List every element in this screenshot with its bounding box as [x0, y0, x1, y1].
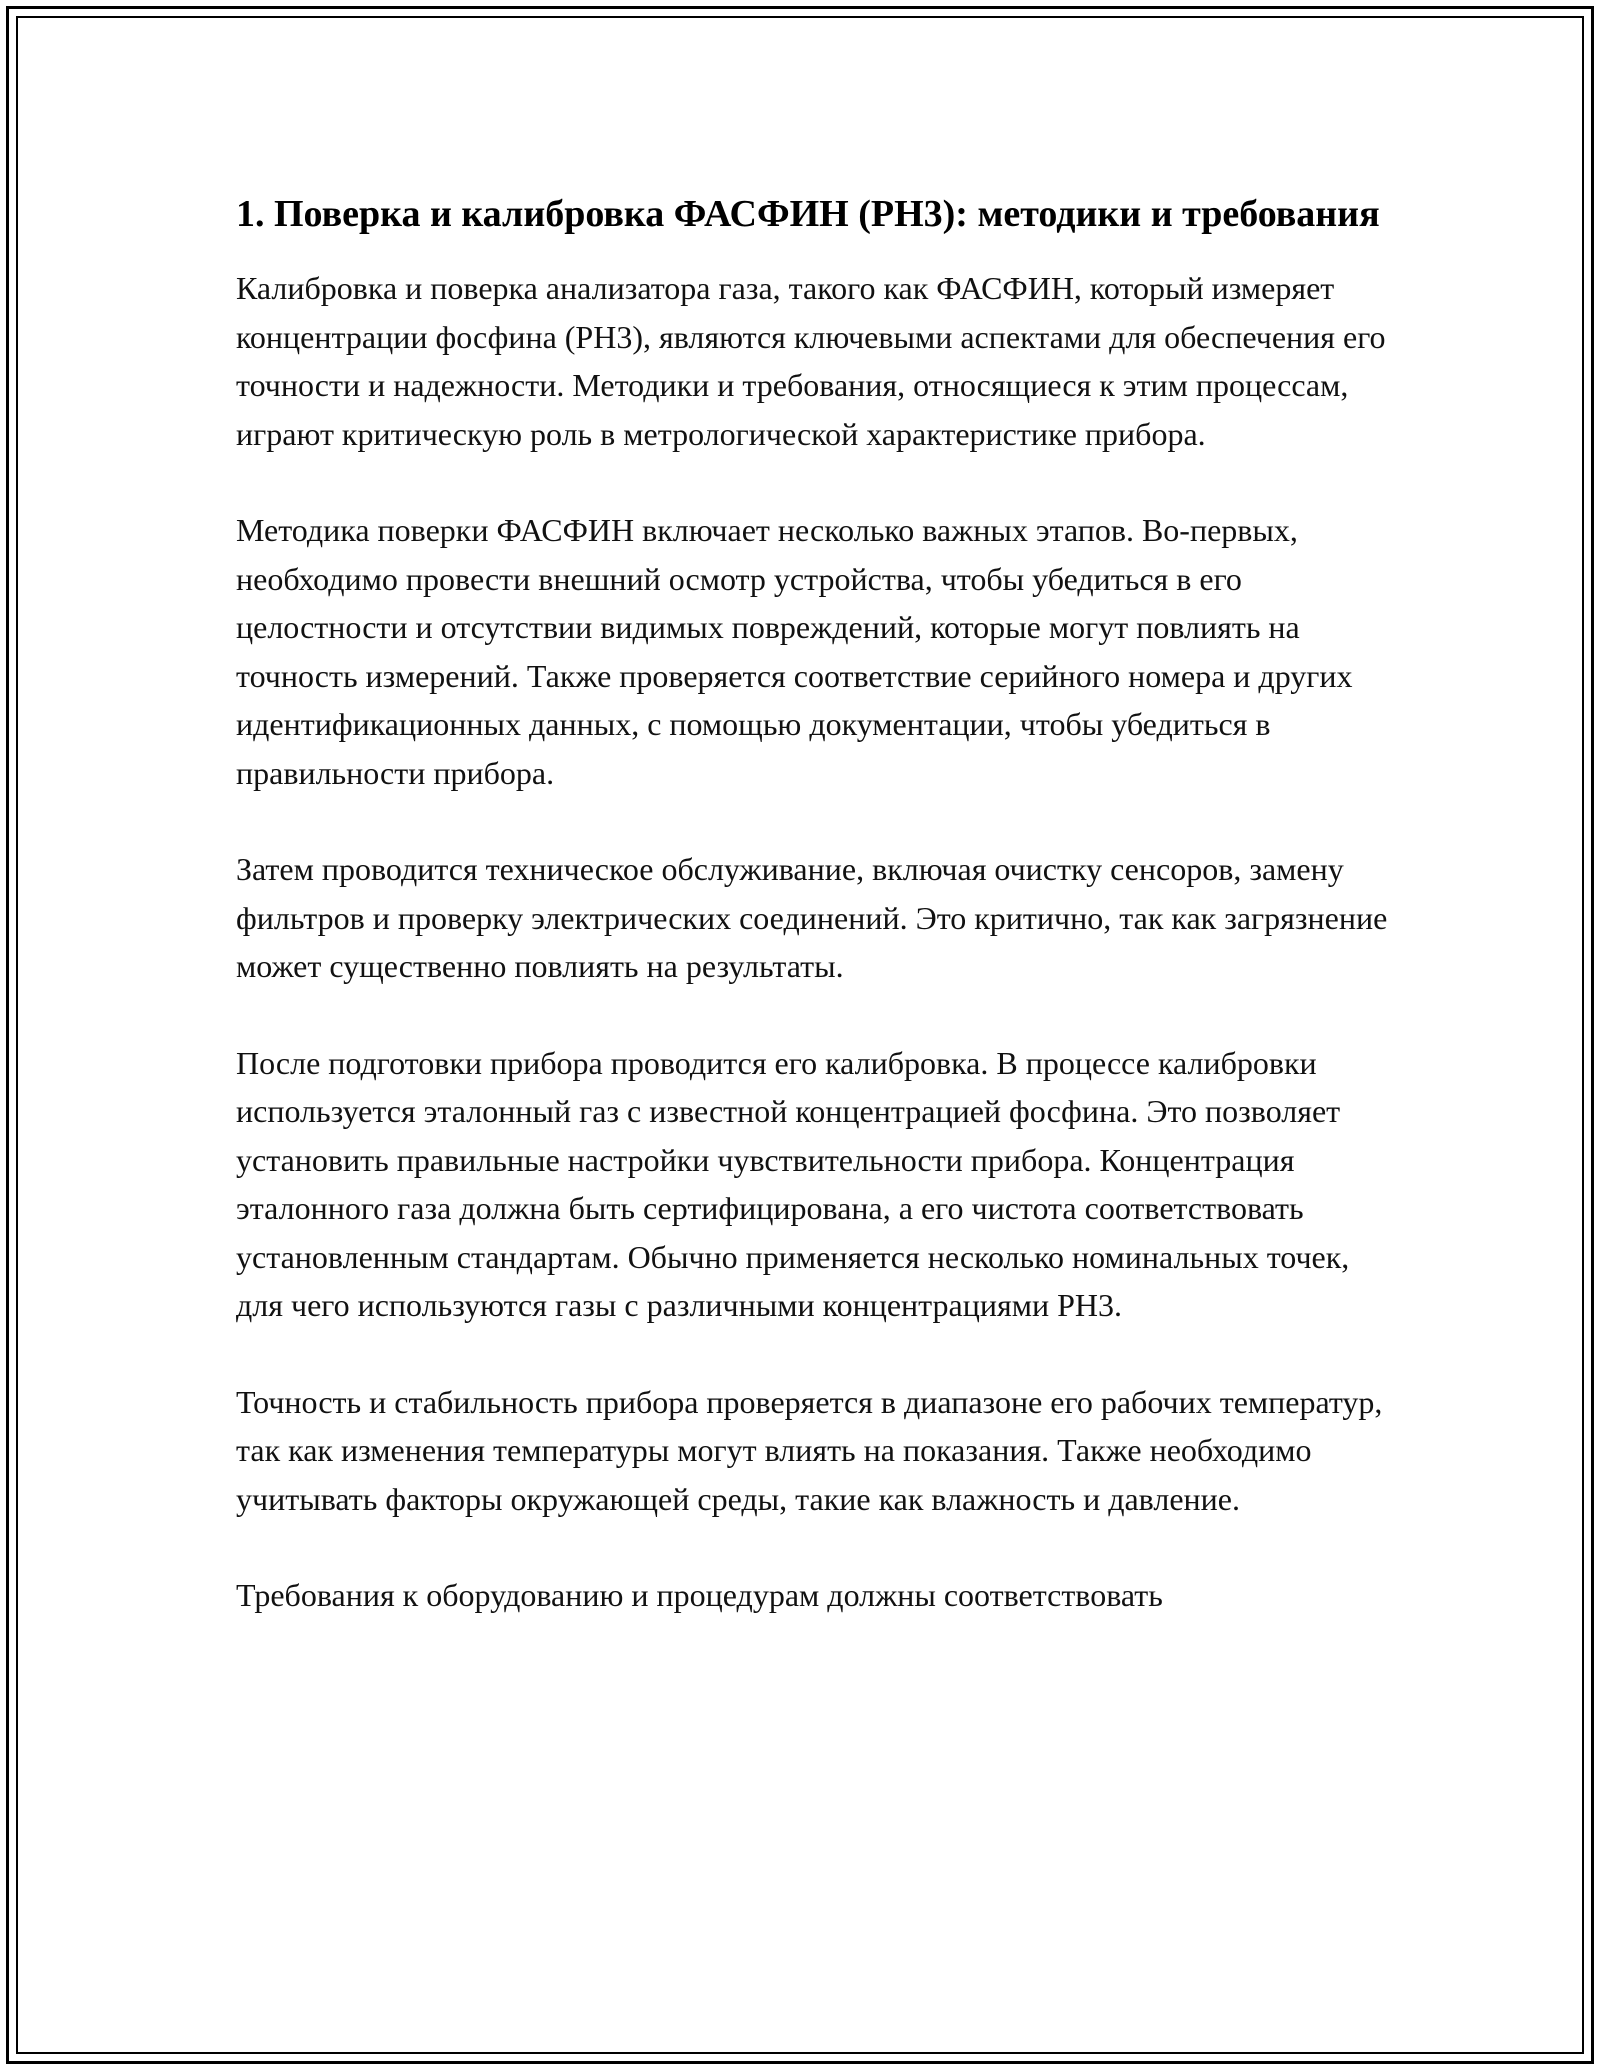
paragraph-accuracy-stability: Точность и стабильность прибора проверяется в диапазоне его рабочих температур, так как изменения температуры могут влиять на показания. Также необходимо учитывать факторы окружающей среды, такие как влажность и давление. [236, 1383, 1383, 1517]
paragraph-requirements: Требования к оборудованию и процедурам должны соответствовать [236, 1577, 1163, 1613]
paragraph-intro: Калибровка и поверка анализатора газа, такого как ФАСФИН, который измеряет концентрации фосфина (PH3), являются ключевыми аспектами для обеспечения его точности и надежности. Методики и требования, относящиеся к этим процессам, играют критическую роль в метрологической характеристике прибора. [236, 270, 1386, 452]
paragraph-maintenance: Затем проводится техническое обслуживание, включая очистку сенсоров, замену фильтров и проверку электрических соединений. Это критично, так как загрязнение может существенно повлиять на результаты. [236, 851, 1388, 984]
paragraph-calibration: После подготовки прибора проводится его калибровка. В процессе калибровки используется эталонный газ с известной концентрацией фосфина. Это позволяет установить правильные настройки чувствительности прибора. Концентрация эталонного газа должна быть сертифицирована, а его чистота соответствовать установленным стандартам. Обычно применяется несколько номинальных точек, для чего используются газы с различными концентрациями PH3. [236, 1044, 1350, 1323]
document-body [236, 186, 1396, 1620]
section-heading: 1. Поверка и калибровка ФАСФИН (РН3): методики и требования [236, 193, 1380, 235]
paragraph-verification-method: Методика поверки ФАСФИН включает несколько важных этапов. Во-первых, необходимо провести внешний осмотр устройства, чтобы убедиться в его целостности и отсутствии видимых повреждений, которые могут повлиять на точность измерений. Также проверяется соответствие серийного номера и других идентификационных данных, с помощью документации, чтобы убедиться в правильности прибора. [236, 512, 1353, 791]
